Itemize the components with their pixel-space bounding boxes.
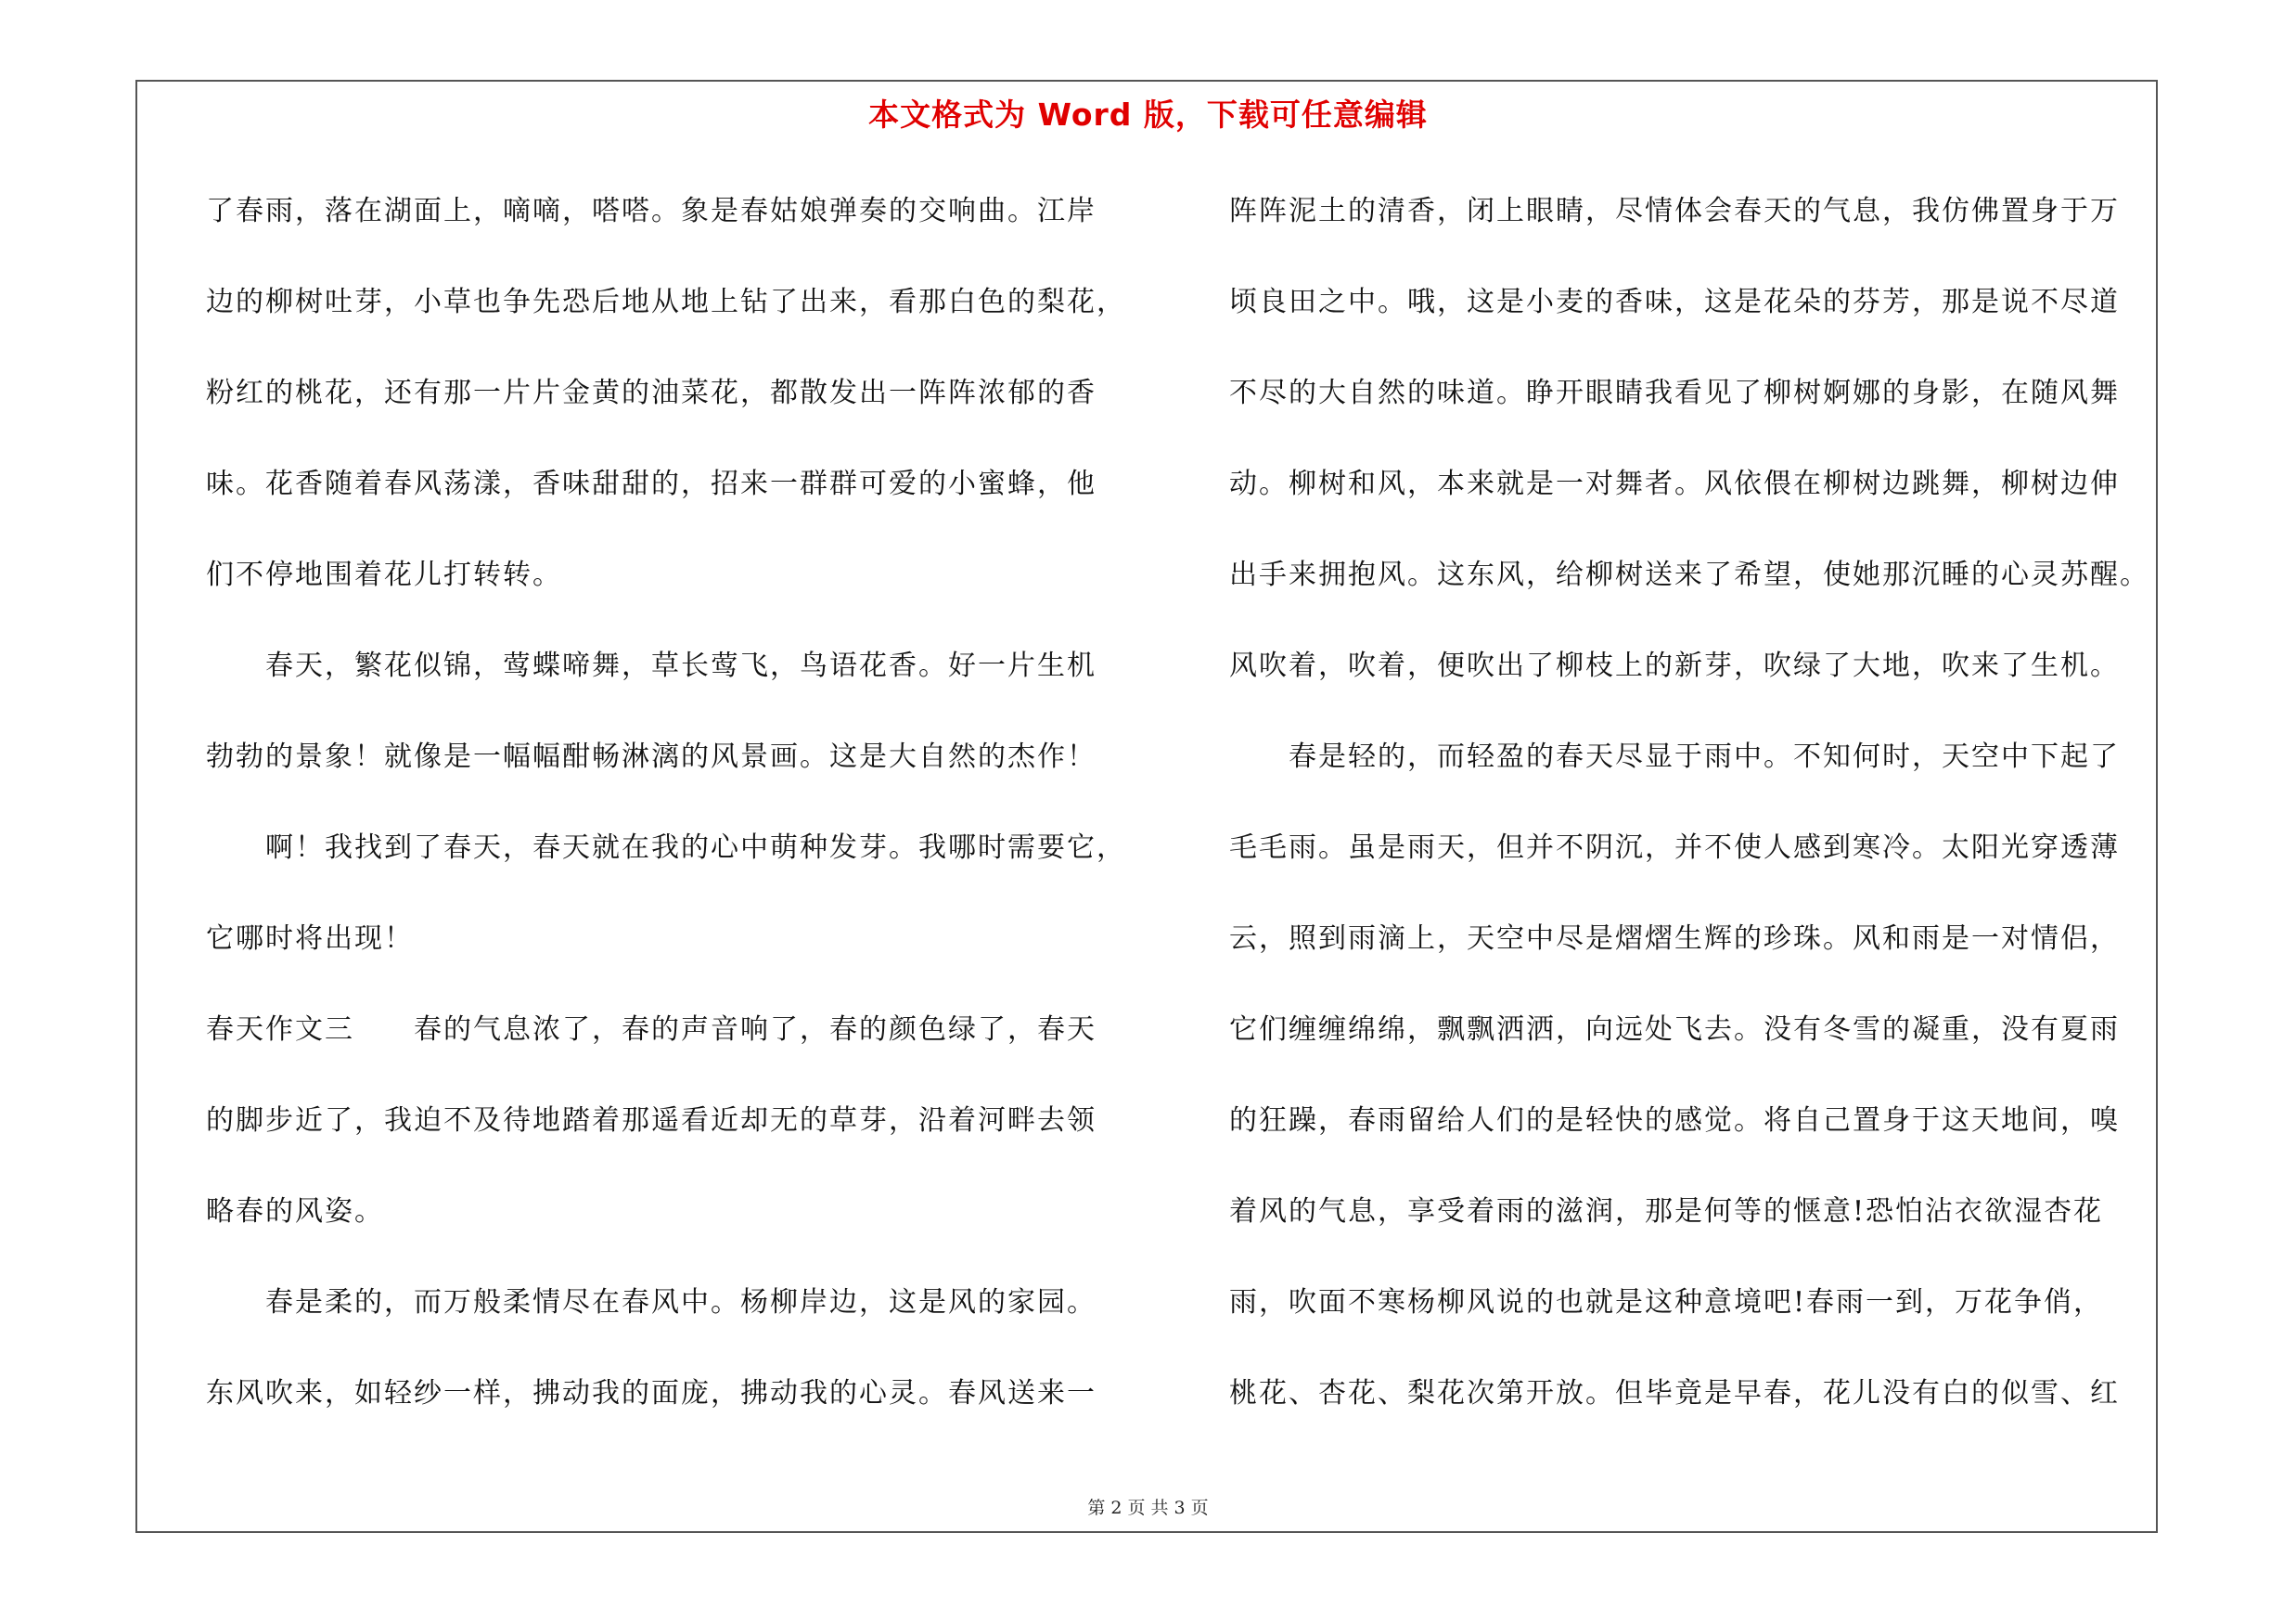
text-line: 边的柳树吐芽，小草也争先恐后地从地上钻了出来，看那白色的梨花，: [206, 286, 1126, 318]
text-line: 略春的风姿。: [206, 1195, 384, 1228]
text-line: 春是柔的，而万般柔情尽在春风中。杨柳岸边，这是风的家园。: [206, 1286, 1097, 1319]
text-line: 勃勃的景象！就像是一幅幅酣畅淋漓的风景画。这是大自然的杰作！: [206, 741, 1097, 773]
text-line: 的脚步近了，我迫不及待地踏着那遥看近却无的草芽，沿着河畔去领: [206, 1104, 1097, 1137]
text-line: 啊！我找到了春天，春天就在我的心中萌种发芽。我哪时需要它，: [206, 831, 1126, 864]
text-line: 的狂躁，春雨留给人们的是轻快的感觉。将自己置身于这天地间，嗅: [1229, 1104, 2120, 1137]
text-line: 不尽的大自然的味道。睁开眼睛我看见了柳树婀娜的身影，在随风舞: [1229, 377, 2120, 409]
text-line: 春天，繁花似锦，莺蝶啼舞，草长莺飞，鸟语花香。好一片生机: [206, 650, 1097, 682]
text-line: 风吹着，吹着，便吹出了柳枝上的新芽，吹绿了大地，吹来了生机。: [1229, 650, 2120, 682]
text-line: 出手来拥抱风。这东风，给柳树送来了希望，使她那沉睡的心灵苏醒。: [1229, 559, 2149, 591]
text-line: 着风的气息，享受着雨的滋润，那是何等的惬意!恐怕沾衣欲湿杏花: [1229, 1195, 2104, 1228]
document-banner: 本文格式为 Word 版，下载可任意编辑: [868, 97, 1428, 133]
page-number: 第 2 页 共 3 页: [1087, 1498, 1209, 1518]
text-line: 粉红的桃花，还有那一片片金黄的油菜花，都散发出一阵阵浓郁的香: [206, 377, 1097, 409]
text-line: 它们缠缠绵绵，飘飘洒洒，向远处飞去。没有冬雪的凝重，没有夏雨: [1229, 1013, 2120, 1046]
text-line: 动。柳树和风，本来就是一对舞者。风依偎在柳树边跳舞，柳树边伸: [1229, 468, 2120, 500]
text-line: 们不停地围着花儿打转转。: [206, 559, 562, 591]
text-line: 顷良田之中。哦，这是小麦的香味，这是花朵的芬芳，那是说不尽道: [1229, 286, 2120, 318]
text-line: 云，照到雨滴上，天空中尽是熠熠生辉的珍珠。风和雨是一对情侣，: [1229, 922, 2120, 955]
text-line: 毛毛雨。虽是雨天，但并不阴沉，并不使人感到寒冷。太阳光穿透薄: [1229, 831, 2120, 864]
text-line: 味。花香随着春风荡漾，香味甜甜的，招来一群群可爱的小蜜蜂，他: [206, 468, 1097, 500]
text-line: 了春雨，落在湖面上，嘀嘀，嗒嗒。象是春姑娘弹奏的交响曲。江岸: [206, 195, 1097, 227]
text-line: 阵阵泥土的清香，闭上眼睛，尽情体会春天的气息，我仿佛置身于万: [1229, 195, 2120, 227]
text-line: 春天作文三 春的气息浓了，春的声音响了，春的颜色绿了，春天: [206, 1013, 1097, 1046]
text-line: 春是轻的，而轻盈的春天尽显于雨中。不知何时，天空中下起了: [1229, 741, 2120, 773]
text-line: 雨，吹面不寒杨柳风说的也就是这种意境吧!春雨一到，万花争俏，: [1229, 1286, 2104, 1319]
text-line: 桃花、杏花、梨花次第开放。但毕竟是早春，花儿没有白的似雪、红: [1229, 1377, 2120, 1410]
text-line: 东风吹来，如轻纱一样，拂动我的面庞，拂动我的心灵。春风送来一: [206, 1377, 1097, 1410]
text-line: 它哪时将出现！: [206, 922, 414, 955]
